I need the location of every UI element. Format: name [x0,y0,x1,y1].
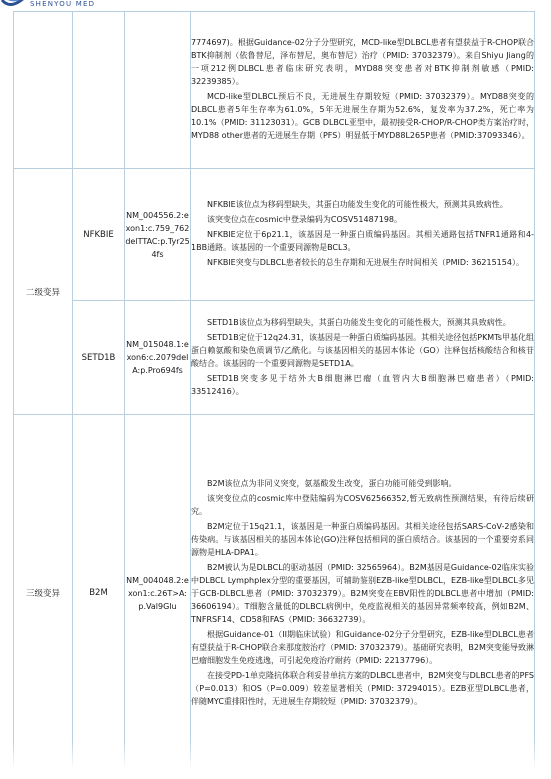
description-paragraph: NFKBIE定位于6p21.1，该基因是一种蛋白质编码基因。其相关通路包括TNFR1通路和4-1BB通路。该基因的一个重要同源物是BCL3。 [191,230,534,252]
description-paragraph: 该突变位点在cosmic中登录编码为COSV51487198。 [207,215,403,224]
description-paragraph: 根据Guidance-01（II期临床试验）和Guidance-02分子分型研究，EZB-like型DLBCL患者有望获益于R-CHOP联合来那度胺治疗（PMID: 37032379）。基础研究表明，B2M突变能导致淋巴瘤细胞发生免疫逃逸，可引起免疫治疗耐药（PMID: 22137796）。 [191,629,534,665]
description-paragraph: SETD1B该位点为移码型缺失，其蛋白功能发生变化的可能性极大，预测其具致病性。 [207,317,511,327]
variant-hgvs-cell: NM_004048.2:exon1:c.26T>A:p.Val9Glu [125,415,191,772]
description-paragraph: MCD-like型DLBCL预后不良，无进展生存期较短（PMID: 37032379）。MYD88突变的DLBCL患者5年生存率为61.0%，5年无进展生存期为52.6%，复发率为37.2%，死亡率为10.1%（PMID: 31123031）。GCB DLBCL亚型中，最初接受R-CHOP/R-CHOP类方案治疗时，MYD88 other患者的无进展生存期（PFS）明显低于MYD88L265P患者（PMID:37093346）。 [191,92,534,140]
description-paragraph: 7774697)。根据Guidance-02分子分型研究，MCD-like型DLBCL患者有望获益于R-CHOP联合BTK抑制剂（依鲁替尼，泽布替尼，奥布替尼）治疗（PMID: 37032379）。来自Shiyu Jiang的一项212例DLBCL患者临床研究表明，MYD88突变患者对BTK抑制剂敏感（PMID: 32239385）。 [191,38,534,86]
description-cell [191,169,535,301]
variant-cell [125,12,191,169]
description-paragraph: B2M被认为是DLBCL的驱动基因（PMID: 32565964）。B2M基因是Guidance-02临床实验中DLBCL Lymphplex分型的重要基因，可辅助鉴别EZB-like型DLBCL，EZB-like型DLBCL多见于GCB-DLBCL患者（PMID: 37032379）。B2M突变在EBV阳性的DLBCL患者中增加（PMID: 36606194）。T细胞含量低的DLBCL病例中，免疫监视相关的基因异常频率较高，例如B2M、TNFRSF14、CD58和FAS（PMID: 36632739）。 [191,562,534,624]
description-cell [191,301,535,415]
variant-interpretation-table [13,11,535,772]
gene-name-cell: NFKBIE [73,169,125,301]
description-cell [191,415,535,772]
logo-swoosh-icon [0,0,28,8]
description-paragraph: NFKBIE突变与DLBCL患者较长的总生存期和无进展生存时间相关（PMID: 36215154）。 [207,258,524,267]
variant-hgvs-cell: NM_015048.1:exon6:c.2079delA:p.Pro694fs [125,301,191,415]
variant-level-cell: 二级变异 [14,169,73,415]
description-paragraph: 在接受PD-1单克隆抗体联合利妥昔单抗方案的DLBCL患者中，B2M突变与DLBCL患者的PFS（P=0.013）和OS（P=0.009）较差显著相关（PMID: 37294015）。EZB亚型DLBCL患者，伴随MYC重排阳性时，无进展生存期较短（PMID: 37032379）。 [191,670,534,706]
description-paragraph: SETD1B突变多见于结外大B细胞淋巴瘤（血管内大B细胞淋巴瘤患者）（PMID: 33512416）。 [191,373,534,396]
brand-name: SHENYOU MED [30,0,96,8]
variant-hgvs-cell: NM_004556.2:exon1:c.759_762delTTAC:p.Tyr254fs [125,169,191,301]
gene-name-cell: SETD1B [73,301,125,415]
gene-name-cell: B2M [73,415,125,772]
table-row [14,301,535,415]
description-paragraph: SETD1B定位于12q24.31，该基因是一种蛋白质编码基因。其相关途径包括PKMTs甲基化组蛋白赖氨酸和染色质调节/乙酰化。与该基因相关的基因本体论（GO）注释包括核酸结合和核苷酸结合。该基因的一个重要同源物是SETD1A。 [191,332,534,368]
description-paragraph: B2M该位点为非同义突变，氨基酸发生改变，蛋白功能可能受到影响。 [207,478,457,488]
table-row [14,169,535,301]
description-cell [191,12,535,169]
table-row [14,415,535,772]
description-paragraph: NFKBIE该位点为移码型缺失，其蛋白功能发生变化的可能性极大，预测其具致病性。 [207,200,508,209]
variant-level-cell: 三级变异 [14,415,73,772]
description-paragraph: B2M定位于15q21.1，该基因是一种蛋白质编码基因。其相关途径包括SARS-CoV-2感染和传染病。与该基因相关的基因本体论(GO)注释包括相同的蛋白质结合。该基因的一个重要旁系同源物是HLA-DPA1。 [191,521,534,557]
gene-cell [73,12,125,169]
level-cell [14,12,73,169]
description-paragraph: 该突变位点的cosmic库中登陆编码为COSV62566352,暂无致病性预测结果，有待后续研究。 [191,493,534,516]
table-row [14,12,535,169]
